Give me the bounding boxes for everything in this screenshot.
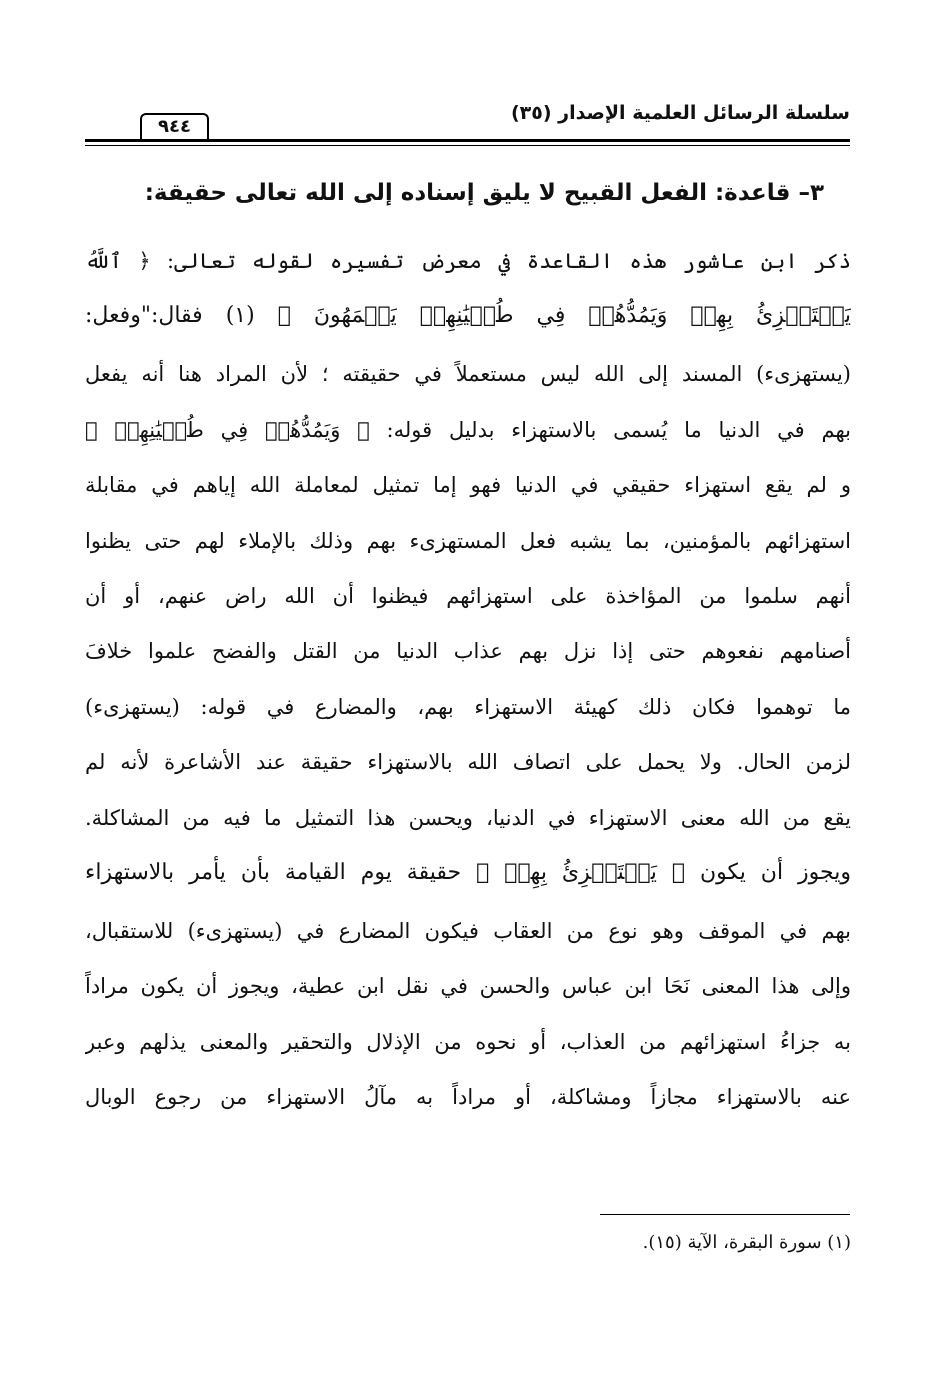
text-line: به جزاءُ استهزائهم من العذاب، أو نحوه من الإذلال والتحقير والمعنى يذلهم وعبر (85, 1029, 851, 1054)
text-line: وإلى هذا المعنى نَحَا ابن عباس والحسن في نقل ابن عطية، ويجوز أن يكون مراداً (85, 974, 851, 999)
series-title: سلسلة الرسائل العلمية الإصدار (٣٥) (510, 102, 850, 124)
text-line: أصنامهم نفعوهم حتى إذا نزل بهم عذاب الدنيا من القتل والفضح علموا خلافَ (85, 639, 851, 664)
text-line: ويجوز أن يكون ﴿ يَسۡتَهۡزِئُ بِهِمۡ ﴾ حقيقة يوم القيامة بأن يأمر بالاستهزاء (85, 859, 851, 885)
text-line: أنهم سلموا من المؤاخذة على استهزائهم فيظنوا أن الله راض عنهم، أو أن (85, 583, 851, 608)
text-line: عنه بالاستهزاء مجازاً ومشاكلة، أو مراداً به مآلُ الاستهزاء من رجوع الوبال (85, 1085, 851, 1110)
text-line: ذكر ابن عاشور هذه القاعدة في معرض تفسيره لقوله تعالى: ﴿ ٱللَّهُ (85, 249, 851, 273)
text-line: و لم يقع استهزاء حقيقي في الدنيا فهو إما تمثيل لمعاملة الله إياهم في مقابلة (85, 473, 851, 498)
text-line: بهم في الدنيا ما يُسمى بالاستهزاء بدليل قوله: ﴿ وَيَمُدُّهُمۡ فِي طُغۡيَٰنِهِمۡ ﴾ (85, 417, 851, 442)
page-header (85, 96, 850, 156)
header-rule-thin (85, 145, 850, 146)
text-line: لزمن الحال. ولا يحمل على اتصاف الله بالاستهزاء حقيقة عند الأشاعرة لأنه لم (85, 750, 851, 775)
footnote-rule (600, 1214, 850, 1215)
text-line: استهزائهم بالمؤمنين، بما يشبه فعل المستهزىء بهم وذلك بالإملاء لهم حتى يظنوا (85, 528, 851, 553)
page-number: ٩٤٤ (140, 113, 209, 139)
text-line: ما توهموا فكان ذلك كهيئة الاستهزاء بهم، والمضارع في قوله: (يستهزىء) (85, 694, 851, 719)
body-text (85, 238, 851, 1129)
text-line: يَسۡتَهۡزِئُ بِهِمۡ وَيَمُدُّهُمۡ فِي طُغۡيَٰنِهِمۡ يَعۡمَهُونَ ﴾ (١) فقال:"وفعل: (85, 303, 851, 329)
text-line: بهم في الموقف وهو نوع من العقاب فيكون المضارع في (يستهزىء) للاستقبال، (85, 918, 851, 943)
header-rule-thick (85, 139, 850, 142)
text-line: (يستهزىء) المسند إلى الله ليس مستعملاً في حقيقته ؛ لأن المراد هنا أنه يفعل (85, 362, 851, 387)
footnote: (١) سورة البقرة، الآية (١٥). (642, 1232, 851, 1253)
text-line: يقع من الله معنى الاستهزاء في الدنيا، ويحسن هذا التمثيل ما فيه من المشاكلة. (85, 805, 851, 830)
section-heading: ٣– قاعدة: الفعل القبيح لا يليق إسناده إلى الله تعالى حقيقة: (144, 180, 824, 206)
